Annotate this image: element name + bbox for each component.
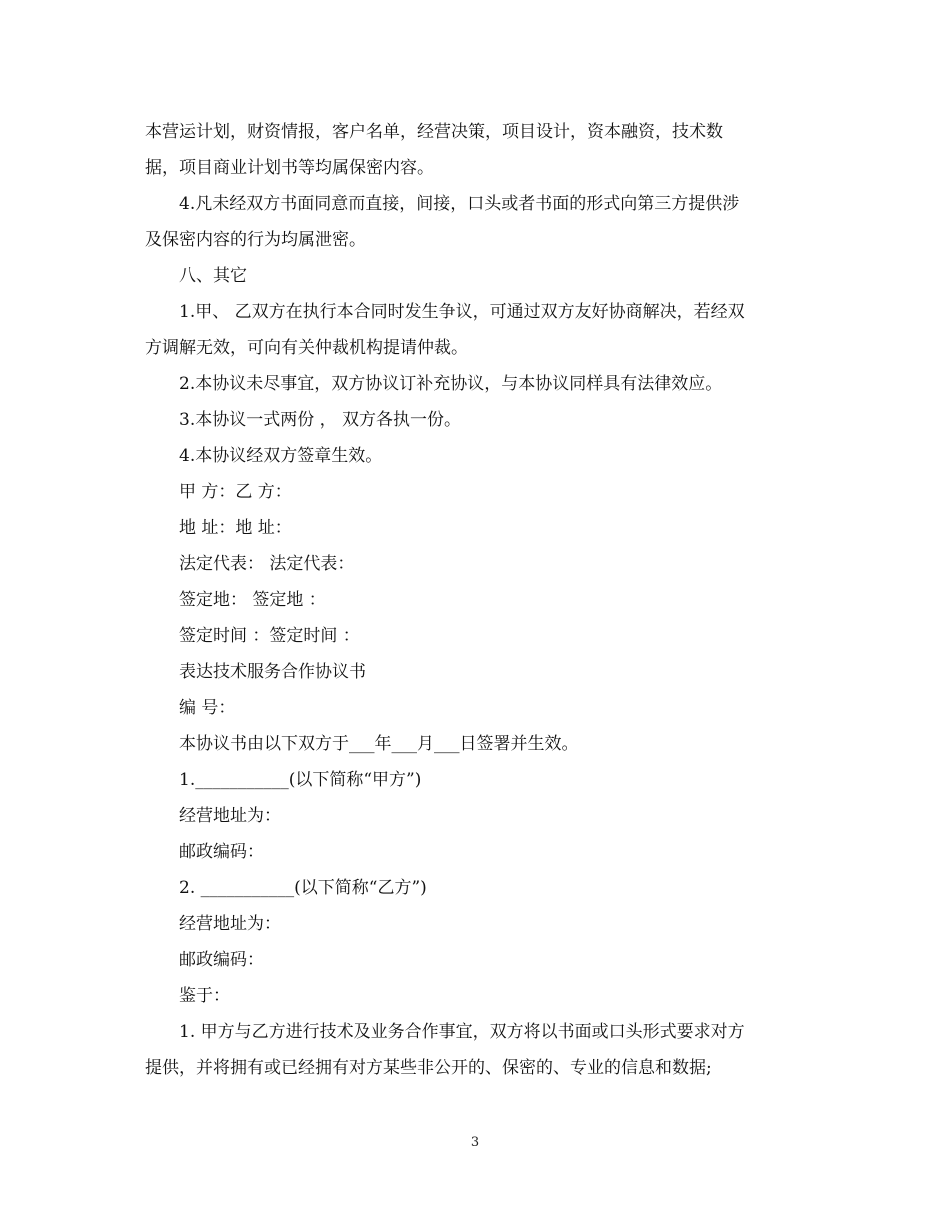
document-line: 3.本协议一式两份 ， 双方各执一份。 bbox=[179, 410, 462, 430]
document-line: 法定代表： 法定代表： bbox=[179, 554, 355, 574]
document-line: 4.本协议经双方签章生效。 bbox=[179, 446, 383, 466]
page-number: 3 bbox=[470, 1135, 480, 1150]
document-line: 签定地： 签定地 ： bbox=[179, 590, 326, 610]
document-line: 甲 方：乙 方： bbox=[179, 482, 292, 502]
document-line: 4.凡未经双方书面同意而直接，间接，口头或者书面的形式向第三方提供涉 bbox=[179, 194, 740, 214]
document-line: 鉴于： bbox=[179, 986, 230, 1006]
document-line: 1. 甲方与乙方进行技术及业务合作事宜，双方将以书面或口头形式要求对方 bbox=[179, 1022, 745, 1042]
document-line: 方调解无效，可向有关仲裁机构提请仲裁。 bbox=[145, 338, 468, 358]
document-line: 邮政编码： bbox=[179, 950, 264, 970]
document-line: 1.甲、 乙双方在执行本合同时发生争议，可通过双方友好协商解决，若经双 bbox=[179, 302, 745, 322]
document-line: 表达技术服务合作协议书 bbox=[179, 662, 366, 682]
document-line: 经营地址为： bbox=[179, 806, 281, 826]
document-line: 2.本协议未尽事宜，双方协议订补充协议，与本协议同样具有法律效应。 bbox=[179, 374, 723, 394]
document-line: 地 址：地 址： bbox=[179, 518, 292, 538]
document-line: 2. ___________(以下简称“乙方”) bbox=[179, 878, 427, 898]
document-line: 八、其它 bbox=[179, 266, 247, 286]
document-line: 本营运计划，财资情报，客户名单，经营决策，项目设计，资本融资，技术数 bbox=[145, 122, 723, 142]
document-line: 据，项目商业计划书等均属保密内容。 bbox=[145, 158, 434, 178]
document-line: 编 号： bbox=[179, 698, 236, 718]
document-line: 1.___________(以下简称“甲方”) bbox=[179, 770, 422, 790]
document-line: 签定时间 ：签定时间 ： bbox=[179, 626, 360, 646]
document-line: 及保密内容的行为均属泄密。 bbox=[145, 230, 366, 250]
document-line: 经营地址为： bbox=[179, 914, 281, 934]
document-line: 提供，并将拥有或已经拥有对方某些非公开的、保密的、专业的信息和数据; bbox=[145, 1058, 712, 1078]
document-body bbox=[145, 114, 805, 1086]
document-line: 邮政编码： bbox=[179, 842, 264, 862]
document-line: 本协议书由以下双方于___年___月___日签署并生效。 bbox=[179, 734, 579, 754]
